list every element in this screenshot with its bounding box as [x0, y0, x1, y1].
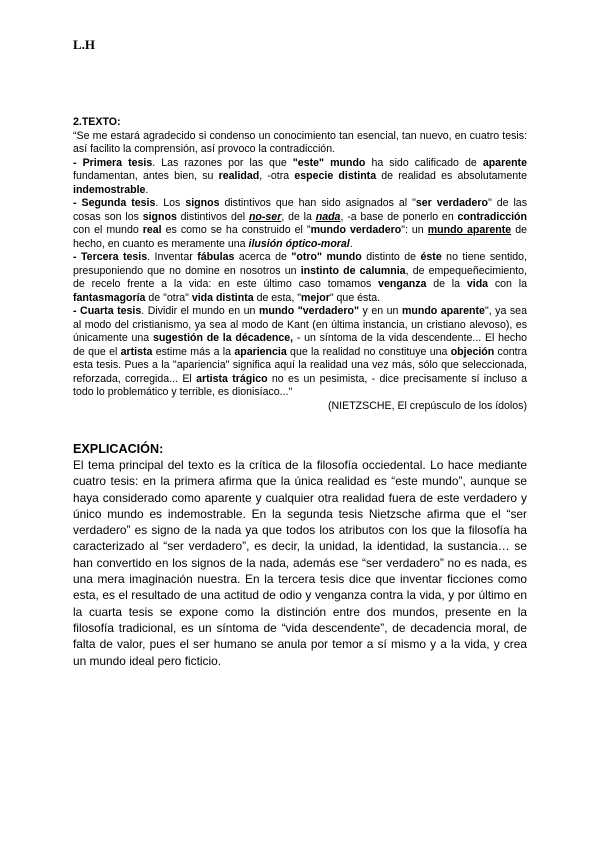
tesis-2-text: , de la — [281, 210, 316, 223]
tesis-2-label: - Segunda tesis — [73, 197, 156, 209]
tesis-2-text: distintivos que han sido asignados al " — [219, 197, 416, 209]
tesis-3-text: de "otra" — [145, 291, 192, 304]
tesis-2-text: . Los — [155, 197, 186, 209]
tesis-1-label: - Primera tesis — [73, 156, 153, 169]
tesis-4-text: no es un pesimista, - dice precisamente sí incluso a todo lo problemático y terrible, es dionisíaco..." — [73, 372, 527, 398]
tesis-2-bold: mundo verdadero — [310, 224, 402, 236]
tesis-4-text: - un síntoma de la vida descendente... El hecho de que el — [73, 332, 527, 358]
tesis-2-bold: ser verdadero — [415, 197, 488, 209]
tesis-3-text: acerca de — [234, 251, 292, 263]
tesis-3-text: no tiene sentido, presuponiendo que no domine en nosotros un — [73, 251, 527, 277]
tesis-1-bold: realidad — [218, 170, 260, 182]
tesis-4-text: . Dividir el mundo en un — [141, 305, 259, 317]
tesis-2-text: ": un — [401, 224, 428, 236]
tesis-2-bold-italic: ilusión óptico-moral — [248, 237, 350, 250]
tesis-4-bold: mundo "verdadero" — [258, 305, 360, 317]
tesis-1-bold: indemostrable — [73, 183, 146, 196]
tesis-3-text: con la — [488, 278, 528, 290]
tesis-3-text: de la — [426, 278, 467, 290]
tesis-1 — [73, 157, 527, 198]
tesis-3-bold: fábulas — [197, 251, 235, 263]
tesis-3-bold: mejor — [300, 291, 330, 304]
tesis-1-text: , -otra — [259, 170, 295, 182]
tesis-1-bold: aparente — [482, 156, 527, 169]
tesis-3-bold: venganza — [378, 278, 427, 290]
tesis-4-bold: apariencia — [234, 345, 287, 358]
author-initials: L.H — [73, 37, 96, 52]
tesis-2-bold: signos — [185, 197, 220, 209]
tesis-4 — [73, 305, 527, 400]
explicacion-section — [73, 441, 527, 669]
tesis-4-text: que la realidad no constituye una — [286, 345, 451, 358]
tesis-1-text: fundamentan, antes bien, su — [73, 170, 219, 182]
tesis-3-text: " que ésta. — [329, 291, 381, 304]
tesis-4-text: y en un — [359, 305, 402, 317]
tesis-2-text: con el mundo — [73, 224, 143, 236]
tesis-3-bold: vida — [466, 278, 489, 290]
tesis-2-text: . — [349, 237, 353, 250]
tesis-2-bold-underlined: nada — [315, 210, 341, 223]
texto-intro: “Se me estará agradecido si condenso un conocimiento tan esencial, tan nuevo, en cuatro tesis: así facilito la comprensión, así provoco la contradicción. — [73, 129, 527, 155]
tesis-2-text: de hecho, en cuanto es meramente una — [73, 224, 527, 250]
tesis-3-text: , de empequeñecimiento, de recelo frente a la vida: en este último caso tomamos — [73, 264, 527, 290]
tesis-2-text: distintivos del — [176, 210, 249, 223]
tesis-4-bold: artista — [120, 345, 153, 358]
tesis-1-text: . — [145, 183, 149, 196]
tesis-3-text: . Inventar — [147, 251, 198, 263]
tesis-1-bold: especie distinta — [294, 170, 377, 182]
tesis-4-text: contra esta tesis. Pues a la "apariencia" significa aquí la realidad una vez más, sólo que seleccionada, reforzada, corregida... El — [73, 345, 528, 385]
tesis-4-label: - Cuarta tesis — [73, 305, 142, 317]
tesis-4-bold: mundo aparente — [401, 305, 485, 317]
tesis-3-text: de esta, " — [253, 291, 301, 304]
tesis-1-text: . Las razones por las que — [152, 156, 293, 169]
tesis-3-bold: éste — [420, 251, 442, 263]
explicacion-heading: EXPLICACIÓN: — [73, 442, 164, 456]
tesis-2-text: es como se ha construido el " — [161, 224, 311, 236]
texto-section — [73, 116, 527, 413]
tesis-3 — [73, 251, 527, 305]
citation: (NIETZSCHE, El crepúsculo de los ídolos) — [328, 399, 527, 412]
tesis-4-text: ", ya sea al modo del cristianismo, ya sea al modo de Kant (en última instancia, un cristiano alevoso), es únicamente una — [73, 305, 527, 344]
tesis-3-bold: "otro" mundo — [291, 251, 362, 263]
texto-heading: 2.TEXTO: — [73, 116, 121, 128]
tesis-4-bold: sugestión de la décadence, — [152, 332, 294, 344]
tesis-4-bold: objeción — [450, 345, 495, 358]
tesis-4-text: estime más a la — [152, 345, 235, 358]
tesis-2-bold-underlined: no-ser — [248, 210, 282, 223]
tesis-2-bold-underlined: mundo aparente — [427, 224, 512, 236]
tesis-1-text: ha sido calificado de — [365, 156, 483, 169]
tesis-2 — [73, 197, 527, 251]
tesis-2-text: " de las cosas son los — [73, 197, 527, 223]
tesis-2-bold: real — [142, 224, 162, 236]
tesis-3-label: - Tercera tesis — [73, 251, 148, 263]
tesis-1-text: de realidad es absolutamente — [376, 170, 527, 182]
tesis-3-text: distinto de — [361, 251, 421, 263]
tesis-3-bold: vida distinta — [191, 291, 254, 304]
tesis-2-bold: signos — [142, 210, 177, 223]
explicacion-body: El tema principal del texto es la crítica de la filosofía occiedental. Lo hace mediante cuatro tesis: en la primera afirma que la única realidad es “este mundo”, aunque se haya considerado como aparente y cualquier otra realidad fuera de este verdadero y único mundo es indemostrable. En la segunda tesis Nietzsche afirma que el “ser verdadero” es signo de la nada ya que todos los atributos con los que la filosofía ha caracterizado al “ser verdadero”, es decir, la unidad, la identidad, la sustancia… se han convertido en los signos de la nada, además ese “ser verdadero” no es nada, es una mera imaginación nuestra. En la tercera tesis dice que inventar ficciones como esta, es el resultado de una actitud de odio y venganza contra la vida, y por último en la cuarta tesis se expone como la distinción entre dos mundos, presente en la filosofía tradicional, es un síntoma de “vida descendente”, de decadencia moral, de falta de valor, pues el ser humano se anula por temor a sí mismo y a la vida, y crea un mundo ideal pero ficticio. — [73, 458, 527, 668]
tesis-1-bold: "este" mundo — [292, 156, 366, 169]
tesis-3-bold: instinto de calumnia — [300, 264, 406, 277]
tesis-2-text: , -a base de ponerlo en — [340, 210, 458, 223]
tesis-4-bold: artista trágico — [196, 372, 268, 385]
tesis-2-bold: contradicción — [457, 210, 527, 223]
tesis-3-bold: fantasmagoría — [73, 291, 146, 304]
